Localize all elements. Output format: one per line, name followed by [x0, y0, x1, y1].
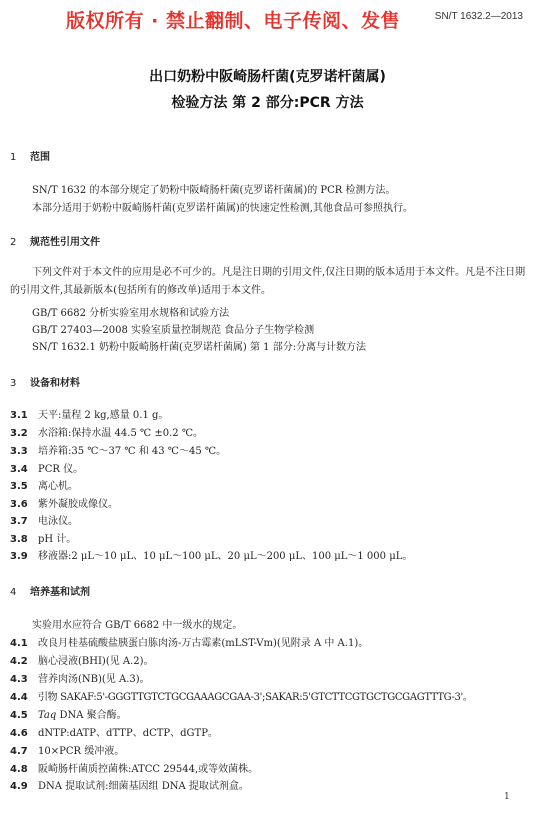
section-title: 范围: [30, 152, 50, 163]
item-text: 移液器:2 μL～10 μL、10 μL～100 μL、20 μL～200 μL、100 μL～1 000 μL。: [38, 551, 413, 562]
equipment-item: [10, 495, 118, 510]
section-1-heading: [10, 148, 50, 163]
item-text: 营养肉汤(NB)(见 A.3)。: [38, 674, 150, 685]
item-number: 4.5: [10, 710, 28, 721]
item-text: 改良月桂基硫酸盐胰蛋白胨肉汤-万古霉素(mLST-Vm)(见附录 A 中 A.1)。: [38, 638, 369, 649]
section-number: 2: [10, 237, 17, 248]
item-text: PCR 仪。: [38, 464, 84, 475]
reagent-item: [10, 670, 150, 685]
standard-code: SN/T 1632.2—2013: [434, 11, 523, 22]
item-number: 3.1: [10, 410, 28, 421]
item-text: 培养箱:35 ℃～37 ℃ 和 43 ℃～45 ℃。: [38, 446, 227, 457]
reagent-item: [10, 706, 127, 721]
item-text: DNA 聚合酶。: [56, 710, 127, 721]
equipment-item: [10, 547, 412, 562]
equipment-item: [10, 406, 168, 421]
section-2-heading: [10, 233, 100, 248]
item-text: 引物 SAKAF:5'-GGGTTGTCTGCGAAAGCGAA-3';SAKAR:5'GTCTTCGTGCTGCGAGTTTG-3'。: [38, 692, 473, 703]
scope-paragraph-2: 本部分适用于奶粉中阪崎肠杆菌(克罗诺杆菌属)的快速定性检测,其他食品可参照执行。: [32, 203, 413, 214]
section-3-heading: [10, 374, 80, 389]
reference-item: GB/T 27403—2008 实验室质量控制规范 食品分子生物学检测: [32, 325, 315, 336]
item-number: 4.8: [10, 764, 28, 775]
section-title: 规范性引用文件: [30, 237, 100, 248]
reference-item: SN/T 1632.1 奶粉中阪崎肠杆菌(克罗诺杆菌属) 第 1 部分:分离与计数方法: [32, 342, 367, 353]
item-text: pH 计。: [38, 534, 77, 545]
copyright-watermark: 版权所有 · 禁止翻制、电子传阅、发售: [66, 10, 400, 32]
item-text: 电泳仪。: [38, 516, 78, 527]
item-number: 3.9: [10, 551, 28, 562]
equipment-item: [10, 477, 78, 492]
item-text: 10×PCR 缓冲液。: [38, 746, 125, 757]
reagent-item: [10, 760, 258, 775]
item-number: 3.5: [10, 481, 28, 492]
reagent-item: [10, 777, 249, 792]
section-4-heading: [10, 583, 90, 598]
item-text: 水浴箱:保持水温 44.5 ℃ ±0.2 ℃。: [38, 428, 204, 439]
reagent-item: [10, 688, 473, 703]
scope-paragraph-1: SN/T 1632 的本部分规定了奶粉中阪崎肠杆菌(克罗诺杆菌属)的 PCR 检测方法。: [32, 185, 396, 196]
item-text: DNA 提取试剂:细菌基因组 DNA 提取试剂盒。: [38, 781, 249, 792]
item-number: 4.1: [10, 638, 28, 649]
item-text: 紫外凝胶成像仪。: [38, 499, 118, 510]
equipment-item: [10, 512, 78, 527]
section-title: 设备和材料: [30, 378, 80, 389]
item-number: 4.3: [10, 674, 28, 685]
reagent-item: [10, 742, 124, 757]
item-text: 阪崎肠杆菌质控菌株:ATCC 29544,或等效菌株。: [38, 764, 259, 775]
reagent-item: [10, 652, 154, 667]
reagent-item: [10, 634, 368, 649]
item-number: 3.7: [10, 516, 28, 527]
equipment-item: [10, 460, 83, 475]
item-number: 4.4: [10, 692, 28, 703]
item-text: 脑心浸液(BHI)(见 A.2)。: [38, 656, 154, 667]
equipment-item: [10, 442, 226, 457]
item-number: 3.4: [10, 464, 28, 475]
item-text: 天平:量程 2 kg,感量 0.1 g。: [38, 410, 169, 421]
item-number: 3.2: [10, 428, 28, 439]
item-text: dNTP:dATP、dTTP、dCTP、dGTP。: [38, 728, 218, 739]
item-number: 3.8: [10, 534, 28, 545]
item-number: 3.6: [10, 499, 28, 510]
item-italic-term: Taq: [38, 710, 57, 721]
normative-references-intro: 下列文件对于本文件的应用是必不可少的。凡是注日期的引用文件,仅注日期的版本适用于本文件。凡是不注日期的引用文件,其最新版本(包括所有的修改单)适用于本文件。: [10, 267, 526, 296]
equipment-item: [10, 424, 203, 439]
reference-item: GB/T 6682 分析实验室用水规格和试验方法: [32, 308, 230, 319]
section-number: 1: [10, 152, 17, 163]
reagent-intro: 实验用水应符合 GB/T 6682 中一级水的规定。: [32, 620, 243, 631]
item-text: 离心机。: [38, 481, 78, 492]
document-title-line2: 检验方法 第 2 部分:PCR 方法: [171, 95, 364, 111]
item-number: 4.7: [10, 746, 28, 757]
item-number: 4.9: [10, 781, 28, 792]
reagent-item: [10, 724, 218, 739]
item-number: 4.6: [10, 728, 28, 739]
item-number: 4.2: [10, 656, 28, 667]
equipment-item: [10, 530, 76, 545]
section-number: 4: [10, 587, 17, 598]
item-number: 3.3: [10, 446, 28, 457]
page-number: 1: [504, 792, 510, 802]
section-title: 培养基和试剂: [30, 587, 90, 598]
document-title-line1: 出口奶粉中阪崎肠杆菌(克罗诺杆菌属): [149, 69, 386, 85]
section-number: 3: [10, 378, 17, 389]
